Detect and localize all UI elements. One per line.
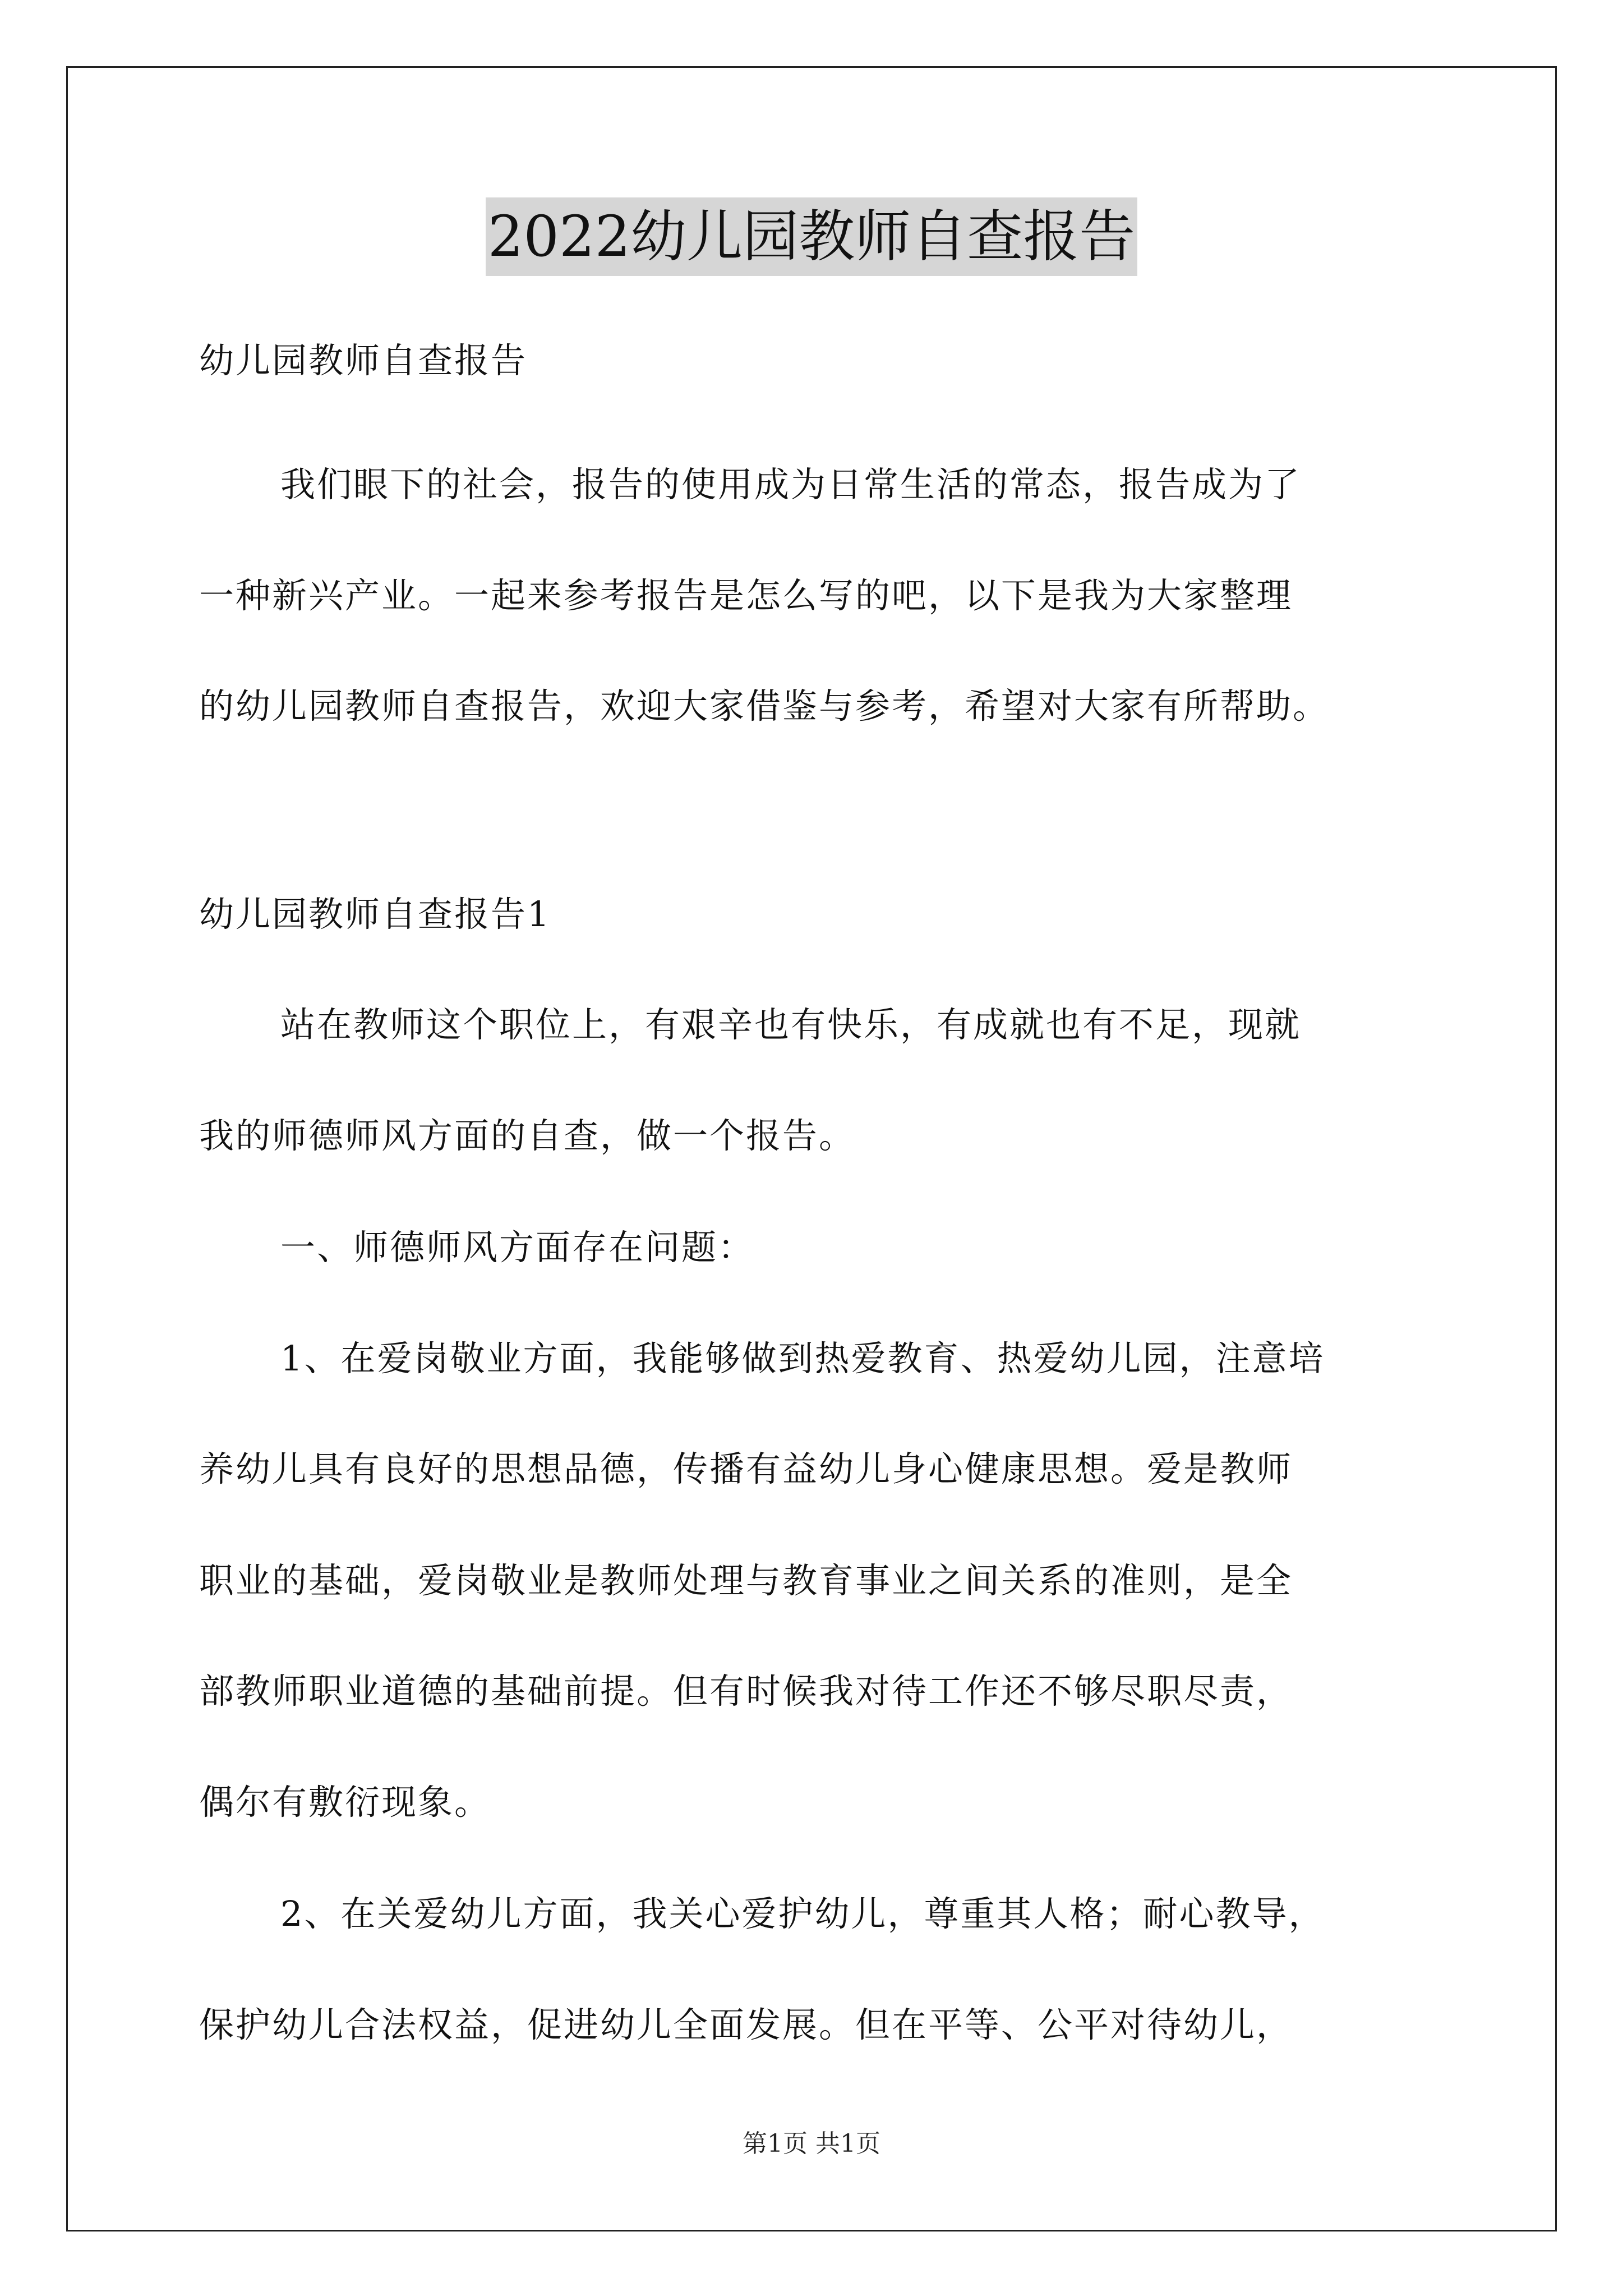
paragraph-line: 我们眼下的社会，报告的使用成为日常生活的常态，报告成为了 xyxy=(280,464,1302,505)
paragraph-line: 偶尔有敷衍现象。 xyxy=(199,1782,491,1823)
title-container xyxy=(0,197,1623,276)
section-heading: 幼儿园教师自查报告 xyxy=(199,340,528,381)
page-footer: 第1页 共1页 xyxy=(743,2129,880,2158)
paragraph-line: 保护幼儿合法权益，促进幼儿全面发展。但在平等、公平对待幼儿， xyxy=(199,2004,1293,2045)
paragraph-line: 职业的基础，爱岗敬业是教师处理与教育事业之间关系的准则，是全 xyxy=(199,1560,1293,1601)
paragraph-line: 我的师德师风方面的自查，做一个报告。 xyxy=(199,1115,856,1156)
document-title: 2022幼儿园教师自查报告 xyxy=(486,197,1138,276)
paragraph-line: 一、师德师风方面存在问题： xyxy=(280,1227,755,1268)
paragraph-line: 养幼儿具有良好的思想品德，传播有益幼儿身心健康思想。爱是教师 xyxy=(199,1448,1293,1489)
paragraph-line: 站在教师这个职位上，有艰辛也有快乐，有成就也有不足，现就 xyxy=(280,1004,1302,1045)
section-heading: 幼儿园教师自查报告1 xyxy=(199,894,551,935)
paragraph-line: 的幼儿园教师自查报告，欢迎大家借鉴与参考，希望对大家有所帮助。 xyxy=(199,685,1330,726)
paragraph-line: 2、在关爱幼儿方面，我关心爱护幼儿，尊重其人格；耐心教导， xyxy=(280,1893,1325,1934)
paragraph-line: 部教师职业道德的基础前提。但有时候我对待工作还不够尽职尽责， xyxy=(199,1671,1293,1711)
paragraph-line: 1、在爱岗敬业方面，我能够做到热爱教育、热爱幼儿园，注意培 xyxy=(280,1338,1325,1379)
paragraph-line: 一种新兴产业。一起来参考报告是怎么写的吧，以下是我为大家整理 xyxy=(199,575,1293,616)
